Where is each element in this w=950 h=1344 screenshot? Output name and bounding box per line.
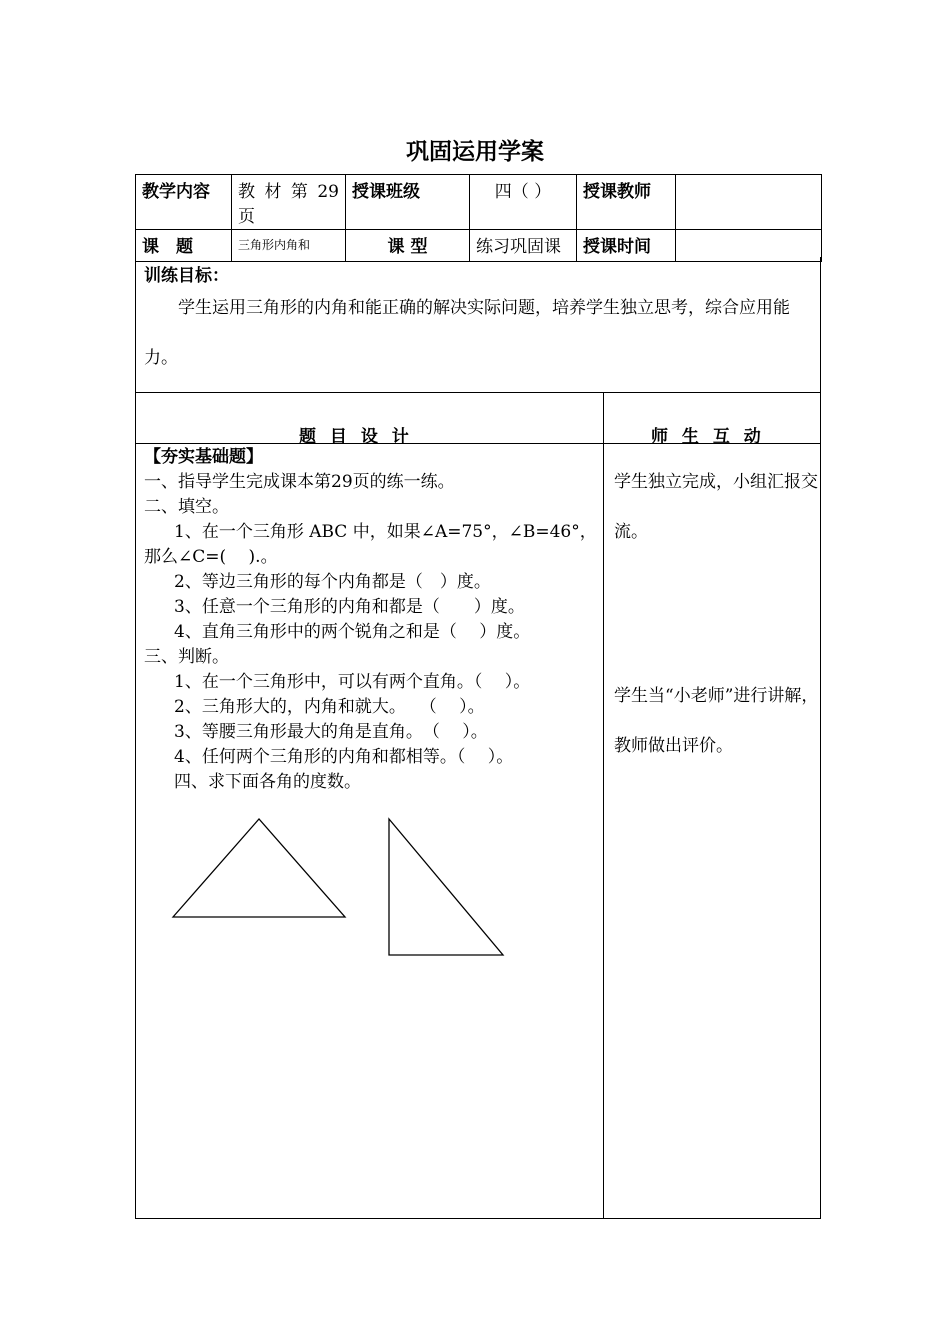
training-goal-section [135, 257, 821, 393]
content-value: 教 材 第 29 页 [232, 175, 346, 230]
acute-triangle [173, 819, 345, 917]
judge-question: 3、等腰三角形最大的角是直角。 （ ）。 [174, 722, 488, 742]
teacher-value [676, 175, 822, 230]
interaction-note-2: 学生当“小老师”进行讲解，教师做出评价。 [614, 686, 819, 756]
exercise-item: 二、填空。 [144, 497, 229, 517]
topic-label: 课 题 [136, 230, 232, 262]
exercise-item: 三、判断。 [144, 647, 229, 667]
goal-title: 训练目标： [144, 266, 229, 286]
judge-question: 2、三角形大的，内角和就大。 （ ）。 [174, 697, 485, 717]
exercise-item: 四、求下面各角的度数。 [174, 772, 361, 792]
fill-question: 1、在一个三角形 ABC 中，如果∠A=75°，∠B=46°， [174, 522, 597, 542]
design-header: 题 目 设 计 [299, 427, 413, 447]
class-label: 授课班级 [346, 175, 470, 230]
class-value: 四（ ） [470, 175, 577, 230]
fill-question: 4、直角三角形中的两个锐角之和是（ ）度。 [174, 622, 531, 642]
page-title: 巩固运用学案 [406, 139, 544, 165]
topic-value: 三角形内角和 [232, 230, 346, 262]
type-value: 练习巩固课 [470, 230, 577, 262]
exercise-item: 一、指导学生完成课本第29页的练一练。 [144, 472, 455, 492]
time-label: 授课时间 [577, 230, 676, 262]
judge-question: 1、在一个三角形中，可以有两个直角。（ ）。 [174, 672, 531, 692]
content-label: 教学内容 [136, 175, 232, 230]
section-heading: 【夯实基础题】 [144, 447, 263, 467]
exercise-section [135, 392, 821, 1219]
fill-question: 2、等边三角形的每个内角都是（ ）度。 [174, 572, 491, 592]
info-table [135, 174, 822, 262]
fill-question: 3、任意一个三角形的内角和都是（ ）度。 [174, 597, 525, 617]
goal-text: 学生运用三角形的内角和能正确的解决实际问题，培养学生独立思考，综合应用能力。 [144, 298, 790, 368]
interaction-header: 师 生 互 动 [651, 427, 765, 447]
interaction-note-1: 学生独立完成，小组汇报交流。 [614, 472, 818, 542]
type-label: 课 型 [346, 230, 470, 262]
triangle-figures [136, 393, 604, 993]
teacher-label: 授课教师 [577, 175, 676, 230]
right-triangle [389, 819, 503, 955]
judge-question: 4、任何两个三角形的内角和都相等。（ ）。 [174, 747, 514, 767]
fill-question-cont: 那么∠C=( ).。 [144, 547, 278, 567]
